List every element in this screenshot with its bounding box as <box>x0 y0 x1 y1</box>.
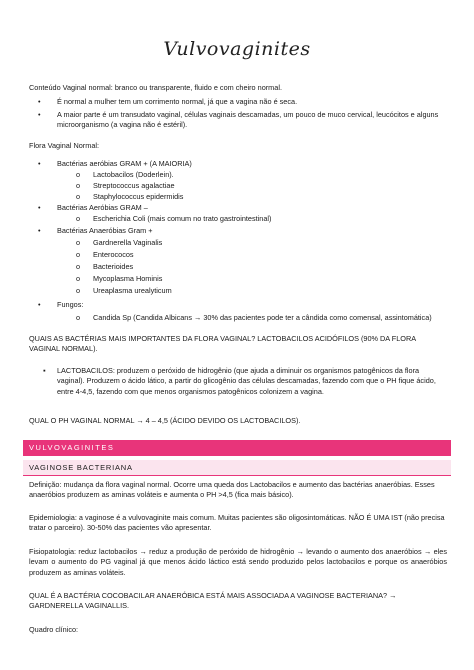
bullet-icon: • <box>38 203 41 212</box>
section-header-label: VULVOVAGINITES <box>29 443 115 452</box>
question-important-bacteria: QUAIS AS BACTÉRIAS MAIS IMPORTANTES DA FLORA VAGINAL? LACTOBACILOS ACIDÓFILOS (90% DA FLORA VAGINAL NORMAL). <box>29 334 416 354</box>
bullet-icon: • <box>38 110 41 119</box>
lactobacilos-bullet: LACTOBACILOS: produzem o peróxido de hidrogênio (que ajuda a diminuir os organismos patogênicos da flora vaginal). Produzem o ácido lático, a partir do glicogênio das células descamadas, fazendo com que o PH fique ácido, entre 4-4,5, fazendo com que menos organismos patogênicos colonizem a vagina. <box>57 366 436 396</box>
bullet-transudate: A maior parte é um transudato vaginal, células vaginais descamadas, um pouco de muco cervical, leucócitos e alguns microorganismo (a vagina não é estéril). <box>57 110 439 130</box>
flora-gram-pos-aerobic: Bactérias aeróbias GRAM + (A MAIORIA) <box>57 159 192 168</box>
page-title: Vulvovaginites <box>163 38 311 60</box>
subsection-header-vaginose <box>23 460 451 476</box>
flora-list-item: Bacterioides <box>93 262 134 271</box>
physiopathology-paragraph: Fisiopatologia: reduz lactobacilos → reduz a produção de peróxido de hidrogênio → levando o aumento dos anaeróbios → eles levam o aumento do PG vaginal já que menos ácido láctico está sendo produzido pelos lactobacilos e porque os anaeróbios produzem as aminas voláteis. <box>29 547 447 577</box>
question-gardnerella: QUAL É A BACTÉRIA COCOBACILAR ANAERÓBICA ESTÁ MAIS ASSOCIADA A VAGINOSE BACTERIANA? → GARDNERELLA VAGINALLIS. <box>29 591 397 611</box>
square-bullet-icon: ▪ <box>43 366 46 375</box>
question-ph: QUAL O PH VAGINAL NORMAL → 4 – 4,5 (ÁCIDO DEVIDO OS LACTOBACILOS). <box>29 416 301 425</box>
flora-gram-neg-aerobic: Bactérias Aeróbias GRAM – <box>57 203 148 212</box>
section-header-vulvovaginites <box>23 440 451 456</box>
epidemiology-paragraph: Epidemiologia: a vaginose é a vulvovaginite mais comum. Muitas pacientes são oligosintomáticas. NÃO É UMA IST (não precisa tratar o parceiro). 30-50% das pacientes vão apresentar. <box>29 513 445 533</box>
sub-bullet-icon: o <box>76 214 81 223</box>
intro-paragraph: Conteúdo Vaginal normal: branco ou transparente, fluido e com cheiro normal. <box>29 83 282 92</box>
flora-gram-pos-anaerobic: Bactérias Anaeróbias Gram + <box>57 226 153 235</box>
sub-bullet-icon: o <box>76 238 81 247</box>
sub-bullet-icon: o <box>76 262 81 271</box>
bullet-icon: • <box>38 300 41 309</box>
flora-heading: Flora Vaginal Normal: <box>29 141 100 150</box>
flora-list-item: Lactobacilos (Doderlein). <box>93 170 174 179</box>
sub-bullet-icon: o <box>76 192 81 201</box>
bullet-normal-discharge: É normal a mulher tem um corrimento normal, já que a vagina não é seca. <box>57 97 298 106</box>
sub-bullet-icon: o <box>76 250 81 259</box>
flora-list-item: Ureaplasma urealyticum <box>93 286 172 295</box>
sub-bullet-icon: o <box>76 274 81 283</box>
subsection-header-label: VAGINOSE BACTERIANA <box>29 463 133 472</box>
flora-list-item: Enterococos <box>93 250 134 259</box>
sub-bullet-icon: o <box>76 170 81 179</box>
flora-fungi: Fungos: <box>57 300 84 309</box>
flora-list-item: Staphylococcus epidermidis <box>93 192 184 201</box>
flora-list-item: Mycoplasma Hominis <box>93 274 163 283</box>
flora-list-item: Streptococcus agalactiae <box>93 181 175 190</box>
sub-bullet-icon: o <box>76 286 81 295</box>
flora-list-item: Escherichia Coli (mais comum no trato gastrointestinal) <box>93 214 272 223</box>
sub-bullet-icon: o <box>76 313 81 322</box>
flora-list-item: Gardnerella Vaginalis <box>93 238 163 247</box>
sub-bullet-icon: o <box>76 181 81 190</box>
bullet-icon: • <box>38 226 41 235</box>
bullet-icon: • <box>38 159 41 168</box>
definition-paragraph: Definição: mudança da flora vaginal normal. Ocorre uma queda dos Lactobacilos e aumento das bactérias anaeróbias. Esses anaeróbios produzem as aminas voláteis e aumenta o PH >4,5 (fica mais básico). <box>29 480 435 500</box>
flora-list-item: Candida Sp (Candida Albicans → 30% das pacientes pode ter a cândida como comensal, assintomática) <box>93 313 432 322</box>
bullet-icon: • <box>38 97 41 106</box>
clinical-heading: Quadro clínico: <box>29 625 79 634</box>
